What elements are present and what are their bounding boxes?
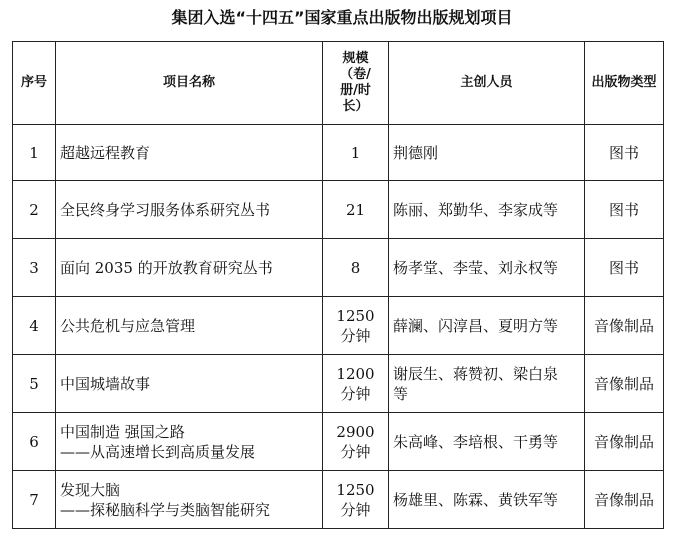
header-scale-line: （卷/: [340, 67, 371, 82]
project-authors: [389, 355, 585, 413]
table-row: [13, 297, 664, 355]
project-name: [56, 297, 323, 355]
header-scale: [323, 42, 389, 125]
publication-type: 音像制品: [585, 297, 664, 355]
project-authors-line: 谢辰生、蒋赞初、梁白泉: [393, 364, 559, 383]
project-scale: [323, 355, 389, 413]
publication-type: 图书: [585, 181, 664, 239]
row-number: 5: [13, 355, 56, 413]
table-row: [13, 413, 664, 471]
project-name-line: 面向 2035 的开放教育研究丛书: [60, 258, 273, 277]
project-scale: [323, 125, 389, 181]
project-scale-line: 1: [350, 143, 361, 162]
table-row: [13, 471, 664, 529]
table-row: [13, 181, 664, 239]
project-scale: [323, 413, 389, 471]
project-name-line: 超越远程教育: [60, 143, 151, 162]
project-scale: [323, 181, 389, 239]
publication-type: 音像制品: [585, 413, 664, 471]
project-name-line: ——从高速增长到高质量发展: [60, 442, 256, 461]
project-authors-line: 陈丽、郑勤华、李家成等: [393, 200, 559, 219]
project-scale-line: 8: [350, 258, 361, 277]
header-author: 主创人员: [389, 42, 585, 125]
project-name-line: 发现大脑: [60, 480, 121, 499]
project-name: [56, 355, 323, 413]
project-authors: [389, 471, 585, 529]
project-name: [56, 125, 323, 181]
header-name: 项目名称: [56, 42, 323, 125]
project-name: [56, 413, 323, 471]
project-authors-line: 荆德刚: [393, 143, 439, 162]
project-authors-line: 等: [393, 384, 409, 403]
header-no: 序号: [13, 42, 56, 125]
project-authors: [389, 413, 585, 471]
publication-type: 音像制品: [585, 355, 664, 413]
project-name: [56, 471, 323, 529]
project-scale-line: 1200: [336, 364, 375, 383]
project-scale-line: 1250: [336, 480, 375, 499]
project-authors: [389, 125, 585, 181]
project-name-line: 中国城墙故事: [60, 374, 151, 393]
project-scale-line: 1250: [336, 306, 375, 325]
project-authors-line: 杨雄里、陈霖、黄铁军等: [393, 490, 559, 509]
project-authors: [389, 239, 585, 297]
project-scale-line: 2900: [336, 422, 375, 441]
project-authors-line: 杨孝堂、李莹、刘永权等: [393, 258, 559, 277]
project-authors: [389, 181, 585, 239]
publication-type: 音像制品: [585, 471, 664, 529]
publication-type: 图书: [585, 125, 664, 181]
project-name: [56, 239, 323, 297]
project-authors: [389, 297, 585, 355]
row-number: 3: [13, 239, 56, 297]
row-number: 4: [13, 297, 56, 355]
header-scale-line: 册/时: [340, 83, 371, 98]
project-scale-line: 分钟: [340, 500, 371, 519]
project-authors-line: 朱高峰、李培根、干勇等: [393, 432, 559, 451]
page-title: 集团入选“十四五”国家重点出版物出版规划项目: [171, 8, 513, 27]
row-number: 6: [13, 413, 56, 471]
project-scale: [323, 297, 389, 355]
row-number: 2: [13, 181, 56, 239]
project-name-line: 中国制造 强国之路: [60, 422, 185, 441]
header-type: 出版物类型: [585, 42, 664, 125]
project-table: [12, 41, 664, 529]
row-number: 1: [13, 125, 56, 181]
row-number: 7: [13, 471, 56, 529]
project-scale-line: 分钟: [340, 326, 371, 345]
publication-type: 图书: [585, 239, 664, 297]
table-row: [13, 355, 664, 413]
table-row: [13, 125, 664, 181]
project-scale: [323, 471, 389, 529]
project-name-line: 公共危机与应急管理: [60, 316, 196, 335]
table-row: [13, 239, 664, 297]
project-name-line: 全民终身学习服务体系研究丛书: [60, 200, 271, 219]
project-name: [56, 181, 323, 239]
project-scale-line: 分钟: [340, 442, 371, 461]
project-scale-line: 分钟: [340, 384, 371, 403]
header-scale-line: 长）: [342, 99, 369, 114]
header-row: [13, 42, 664, 125]
project-name-line: ——探秘脑科学与类脑智能研究: [60, 500, 271, 519]
project-scale: [323, 239, 389, 297]
project-authors-line: 薛澜、闪淳昌、夏明方等: [393, 316, 559, 335]
header-scale-line: 规模: [342, 51, 369, 66]
project-scale-line: 21: [345, 200, 366, 219]
